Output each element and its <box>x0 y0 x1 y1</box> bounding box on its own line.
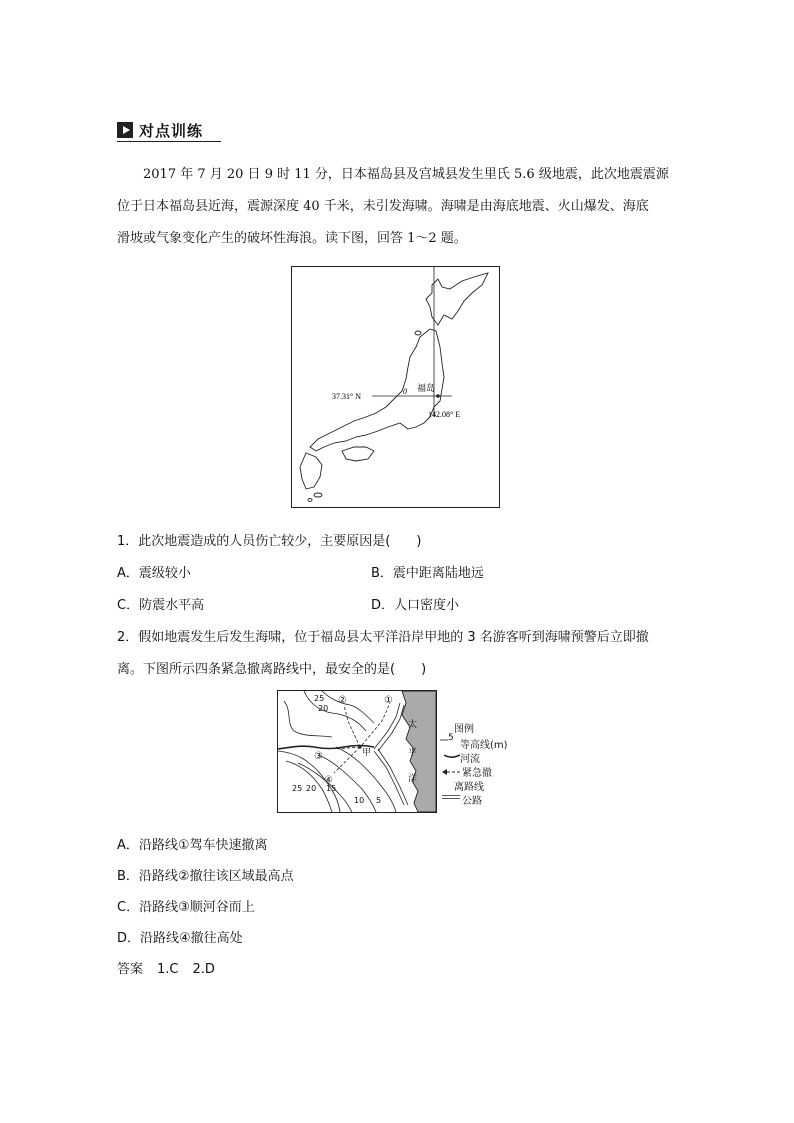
q1-option-d: D．人口密度小 <box>371 598 460 613</box>
answer-2: 2.D <box>192 962 215 977</box>
road-line <box>378 749 408 805</box>
route-1-label: ① <box>384 695 393 706</box>
contour-label: 20 <box>318 704 329 713</box>
contour-line <box>322 691 374 723</box>
route-3-label: ③ <box>314 751 323 762</box>
route-icon <box>442 768 460 776</box>
answer-1: 1.C <box>157 962 179 977</box>
intro-line-2: 位于日本福岛县近海，震源深度 40 千米，未引发海啸。海啸是由海底地震、火山爆发、海底 <box>117 199 649 214</box>
road-line <box>378 705 404 751</box>
kyushu-outline <box>300 453 322 489</box>
route-2 <box>344 705 360 747</box>
contour-map-figure <box>277 690 437 813</box>
intro-line-3: 滑坡或气象变化产生的破坏性海浪。读下图，回答 1～2 题。 <box>117 231 467 246</box>
fukushima-point <box>436 394 440 398</box>
latitude-label: 37.31° N <box>332 392 361 401</box>
map-legend <box>440 720 540 815</box>
contour-label: 15 <box>326 784 337 793</box>
hokkaido-outline <box>426 273 488 325</box>
legend-road: 公路 <box>462 796 482 807</box>
shikoku-outline <box>342 447 374 461</box>
contour-label: 10 <box>354 796 365 805</box>
road-icon <box>442 794 460 800</box>
longitude-label: 142.08° E <box>428 410 461 419</box>
q1-option-c: C．防震水平高 <box>117 598 205 613</box>
fukushima-label: 福岛 <box>417 384 436 394</box>
section-header <box>117 119 221 142</box>
jia-label: 甲 <box>362 748 372 758</box>
q1-option-b: B．震中距离陆地远 <box>371 566 484 581</box>
q2-option-d: D．沿路线④撤往高处 <box>117 931 243 946</box>
intro-paragraph <box>117 159 677 255</box>
island <box>415 331 421 335</box>
q2-option-c: C．沿路线③顺河谷而上 <box>117 900 255 915</box>
ocean-char: 洋 <box>408 774 418 784</box>
legend-river: 河流 <box>460 754 480 765</box>
ocean-char: 太 <box>408 720 418 730</box>
q1-option-a: A．震级较小 <box>117 566 191 581</box>
legend-contour: 等高线(m) <box>460 740 508 751</box>
intro-line-1: 2017 年 7 月 20 日 9 时 11 分，日本福岛县及宫城县发生里氏 5.6 级地震，此次地震震源 <box>143 167 669 182</box>
island <box>314 493 322 497</box>
question-1-stem: 1．此次地震造成的人员伤亡较少，主要原因是( ) <box>117 534 422 549</box>
contour-label: 20 <box>306 784 317 793</box>
route-1 <box>362 703 390 745</box>
question-2-stem-line-2: 离。下图所示四条紧急撤离路线中，最安全的是( ) <box>117 662 427 677</box>
marker-label: 0 <box>403 387 407 396</box>
q2-option-a: A．沿路线①驾车快速撤离 <box>117 838 268 853</box>
contour-label: 25 <box>314 694 325 703</box>
japan-map-svg <box>292 267 499 507</box>
q2-option-b: B．沿路线②撤往该区域最高点 <box>117 869 294 884</box>
legend-route-1: 紧急撤 <box>462 768 492 779</box>
section-title: 对点训练 <box>139 121 204 140</box>
route-2-label: ② <box>338 695 347 706</box>
contour-label: 25 <box>292 784 303 793</box>
contour-map-svg <box>278 691 436 812</box>
island <box>308 499 312 502</box>
legend-title: 图例 <box>454 724 474 735</box>
answer-label: 答案 <box>117 962 144 977</box>
legend-contour-sample: 5 <box>448 733 454 743</box>
question-2-stem-line-1: 2．假如地震发生后发生海啸，位于福岛县太平洋沿岸甲地的 3 名游客听到海啸预警后立即撤 <box>117 630 649 645</box>
route-4-label: ④ <box>324 775 333 786</box>
ocean-char: 平 <box>408 748 418 758</box>
play-triangle-icon <box>117 122 133 138</box>
contour-label: 5 <box>376 796 382 805</box>
answer-line <box>117 958 215 977</box>
japan-map-figure <box>291 266 500 508</box>
legend-route-2: 离路线 <box>454 782 484 793</box>
river-icon <box>444 752 460 762</box>
